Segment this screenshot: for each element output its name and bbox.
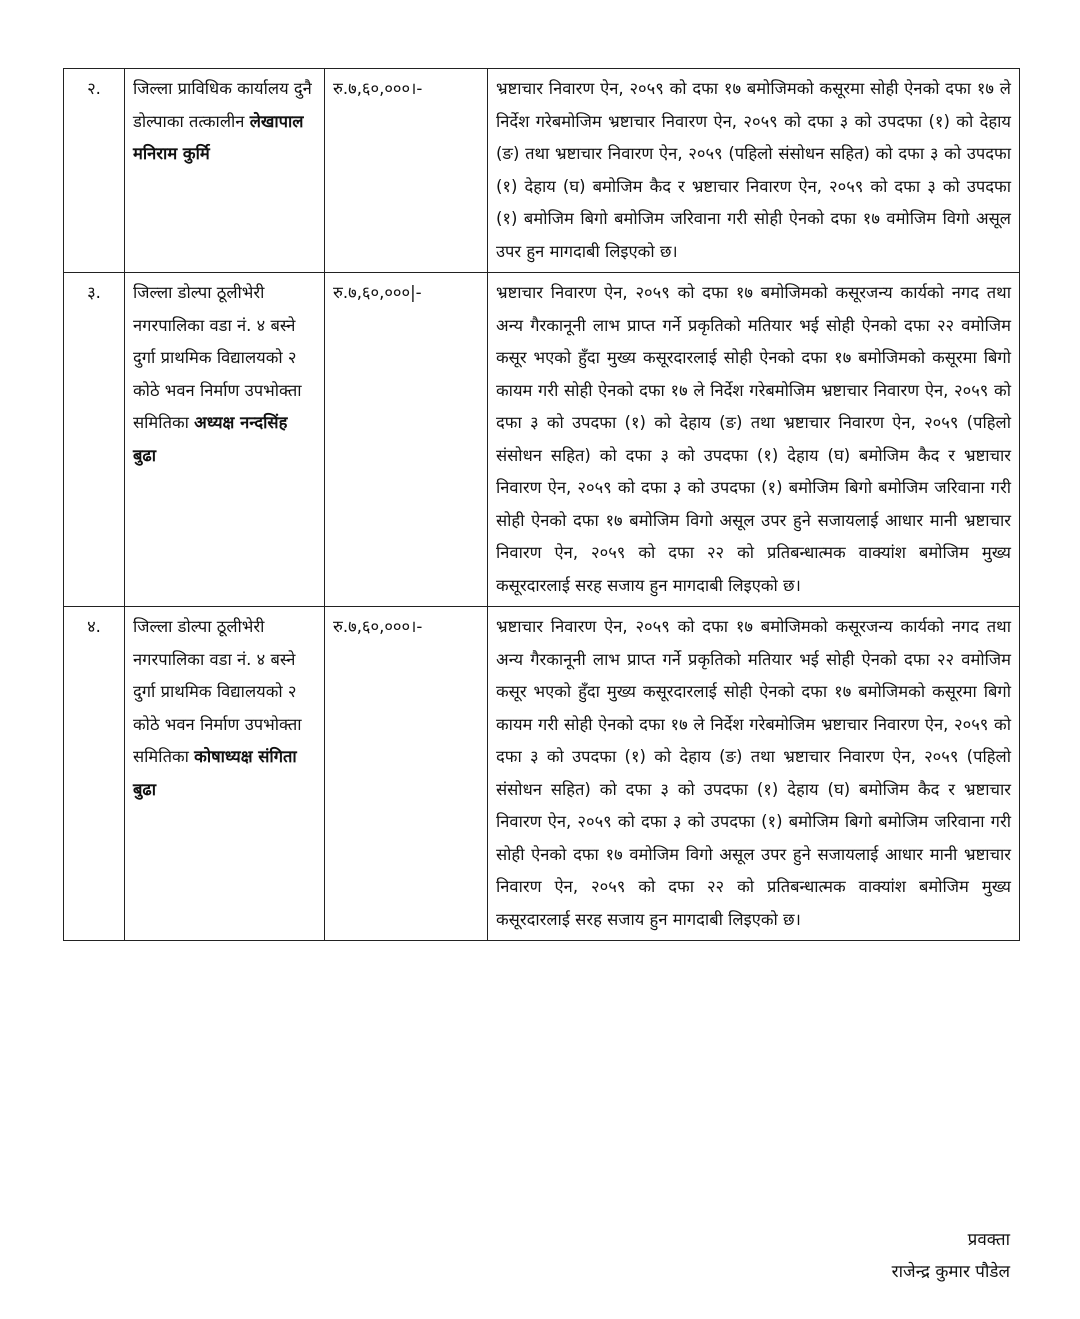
serial-number: ४. (64, 607, 125, 941)
claim-amount: रु.७,६०,०००।- (325, 69, 488, 273)
claim-amount: रु.७,६०,०००।- (325, 607, 488, 941)
signature-block (892, 1224, 1010, 1288)
serial-number: ३. (64, 273, 125, 607)
charge-description: भ्रष्टाचार निवारण ऐन, २०५९ को दफा १७ बमोजिमको कसूरमा सोही ऐनको दफा १७ ले निर्देश गरेबमोजिम भ्रष्टाचार निवारण ऐन, २०५९ को दफा ३ को उपदफा (१) को देहाय (ङ) तथा भ्रष्टाचार निवारण ऐन, २०५९ (पहिलो संसोधन सहित) को दफा ३ को उपदफा (१) देहाय (घ) बमोजिम कैद र भ्रष्टाचार निवारण ऐन, २०५९ को दफा ३ को उपदफा (१) बमोजिम बिगो बमोजिम जरिवाना गरी सोही ऐनको दफा १७ वमोजिम विगो असूल उपर हुन मागदाबी लिइएको छ। (488, 69, 1020, 273)
cases-table (63, 68, 1020, 941)
accused-description: जिल्ला डोल्पा ठूलीभेरी नगरपालिका वडा नं. ४ बस्ने दुर्गा प्राथमिक विद्यालयको २ कोठे भवन निर्माण उपभोक्ता समितिका (133, 283, 302, 432)
accused-name: कोषाध्यक्ष संगिता बुढा (133, 747, 297, 799)
accused-person (125, 273, 325, 607)
accused-person (125, 69, 325, 273)
spokesperson-title: प्रवक्ता (967, 1230, 1010, 1250)
table-row (64, 69, 1020, 273)
accused-description: जिल्ला प्राविधिक कार्यालय दुनै डोल्पाका तत्कालीन (133, 79, 312, 131)
accused-description: जिल्ला डोल्पा ठूलीभेरी नगरपालिका वडा नं. ४ बस्ने दुर्गा प्राथमिक विद्यालयको २ कोठे भवन निर्माण उपभोक्ता समितिका (133, 617, 302, 766)
table-row (64, 273, 1020, 607)
spokesperson-name: राजेन्द्र कुमार पौडेल (891, 1262, 1010, 1282)
accused-name: लेखापाल मनिराम कुर्मि (133, 111, 304, 163)
claim-amount: रु.७,६०,०००|- (325, 273, 488, 607)
table-row (64, 607, 1020, 941)
accused-person (125, 607, 325, 941)
charge-description: भ्रष्टाचार निवारण ऐन, २०५९ को दफा १७ बमोजिमको कसूरजन्य कार्यको नगद तथा अन्य गैरकानूनी लाभ प्राप्त गर्ने प्रकृतिको मतियार भई सोही ऐनको दफा २२ वमोजिम कसूर भएको हुँदा मुख्य कसूरदारलाई सोही ऐनको दफा १७ बमोजिमको कसूरमा बिगो कायम गरी सोही ऐनको दफा १७ ले निर्देश गरेबमोजिम भ्रष्टाचार निवारण ऐन, २०५९ को दफा ३ को उपदफा (१) को देहाय (ङ) तथा भ्रष्टाचार निवारण ऐन, २०५९ (पहिलो संसोधन सहित) को दफा ३ को उपदफा (१) देहाय (घ) बमोजिम कैद र भ्रष्टाचार निवारण ऐन, २०५९ को दफा ३ को उपदफा (१) बमोजिम बिगो बमोजिम जरिवाना गरी सोही ऐनको दफा १७ वमोजिम विगो असूल उपर हुने सजायलाई आधार मानी भ्रष्टाचार निवारण ऐन, २०५९ को दफा २२ को प्रतिबन्धात्मक वाक्यांश बमोजिम मुख्य कसूरदारलाई सरह सजाय हुन मागदाबी लिइएको छ। (488, 607, 1020, 941)
accused-name: अध्यक्ष नन्दसिंह बुढा (133, 413, 288, 465)
charge-description: भ्रष्टाचार निवारण ऐन, २०५९ को दफा १७ बमोजिमको कसूरजन्य कार्यको नगद तथा अन्य गैरकानूनी लाभ प्राप्त गर्ने प्रकृतिको मतियार भई सोही ऐनको दफा २२ वमोजिम कसूर भएको हुँदा मुख्य कसूरदारलाई सोही ऐनको दफा १७ बमोजिमको कसूरमा बिगो कायम गरी सोही ऐनको दफा १७ ले निर्देश गरेबमोजिम भ्रष्टाचार निवारण ऐन, २०५९ को दफा ३ को उपदफा (१) को देहाय (ङ) तथा भ्रष्टाचार निवारण ऐन, २०५९ (पहिलो संसोधन सहित) को दफा ३ को उपदफा (१) देहाय (घ) बमोजिम कैद र भ्रष्टाचार निवारण ऐन, २०५९ को दफा ३ को उपदफा (१) बमोजिम बिगो बमोजिम जरिवाना गरी सोही ऐनको दफा १७ बमोजिम विगो असूल उपर हुने सजायलाई आधार मानी भ्रष्टाचार निवारण ऐन, २०५९ को दफा २२ को प्रतिबन्धात्मक वाक्यांश बमोजिम मुख्य कसूरदारलाई सरह सजाय हुन मागदाबी लिइएको छ। (488, 273, 1020, 607)
serial-number: २. (64, 69, 125, 273)
